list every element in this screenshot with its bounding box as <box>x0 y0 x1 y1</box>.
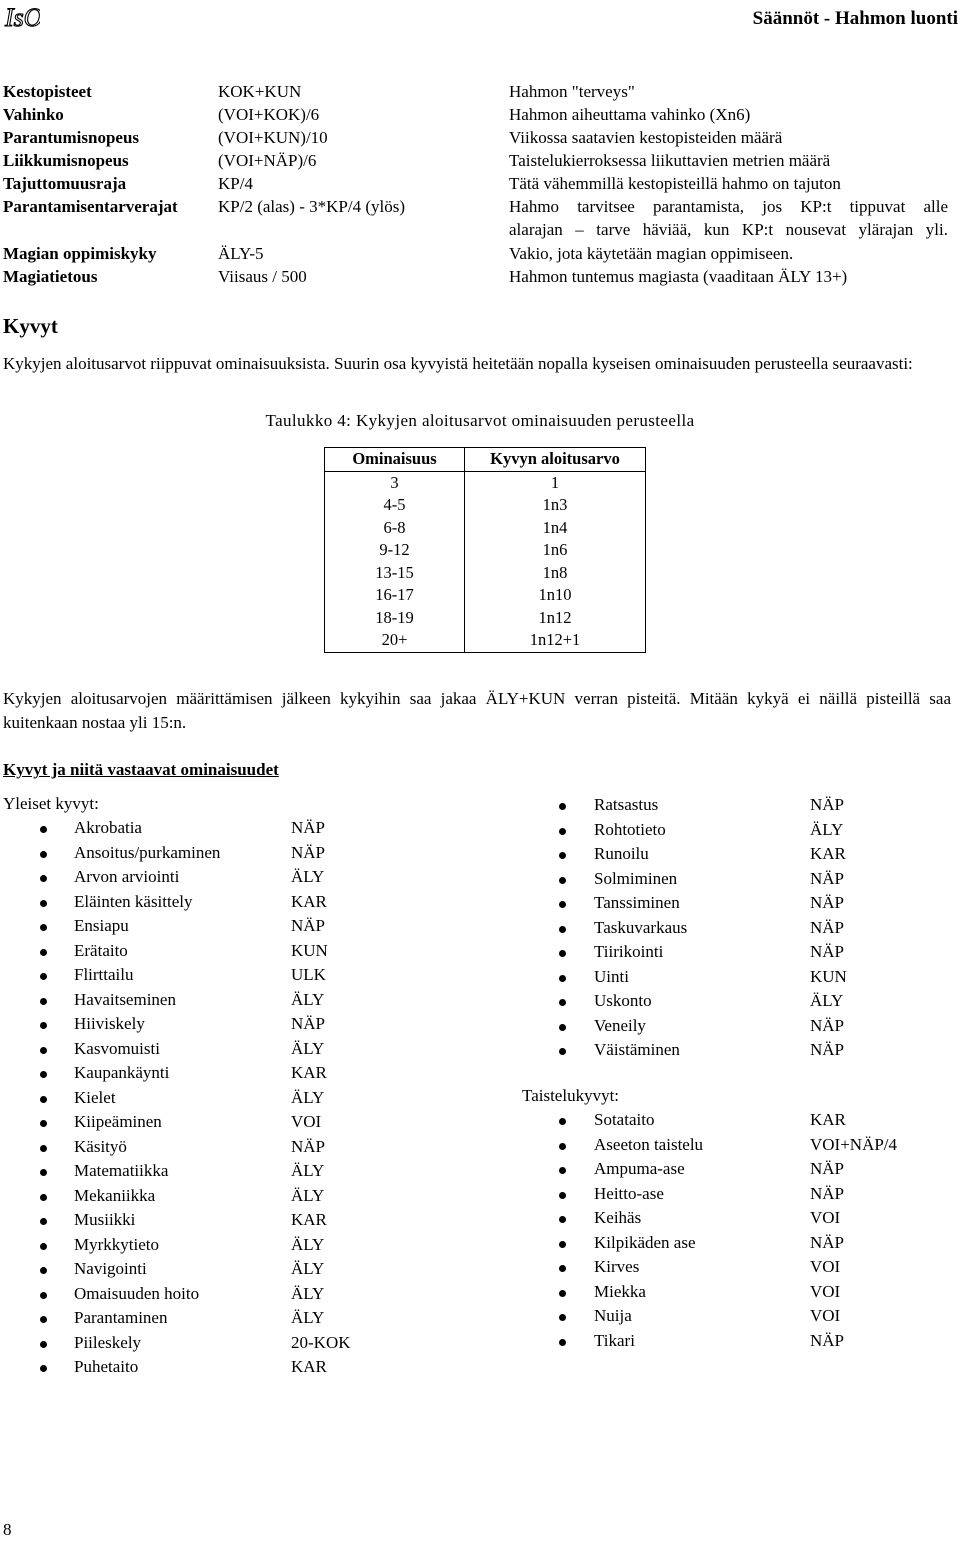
kyvyt-intro-text: Kykyjen aloitusarvot riippuvat ominaisuuksista. Suurin osa kyvyistä heitetään nopalla kyseisen ominaisuuden perusteella seuraavasti: <box>3 354 913 373</box>
skill-name: Akrobatia <box>74 818 142 837</box>
stat-name: Magian oppimiskyky <box>3 244 157 263</box>
bullet-icon <box>559 926 566 933</box>
bullet-icon <box>40 949 47 956</box>
skill-attribute: VOI <box>810 1281 841 1301</box>
skill-attribute: VOI <box>291 1112 322 1131</box>
stat-description-continuation: alarajan – tarve häviää, kun KP:t nousevat ylärajan yli. <box>509 220 948 239</box>
bullet-icon <box>559 1192 566 1199</box>
skill-name: Kiipeäminen <box>74 1112 162 1131</box>
bullet-icon <box>559 1167 566 1174</box>
skill-attribute: NÄP <box>810 917 845 937</box>
section-heading-kyvyt: Kyvyt <box>3 314 58 338</box>
skill-name: Hiiviskely <box>74 1014 145 1033</box>
cell-aloitusarvo: 1n8 <box>465 562 646 585</box>
stat-name: Vahinko <box>3 105 64 124</box>
svg-text:IsO: IsO <box>5 3 40 32</box>
bullet-icon <box>559 1024 566 1031</box>
skill-name: Matematiikka <box>74 1161 169 1180</box>
skill-name: Erätaito <box>74 940 128 960</box>
skill-attribute: ÄLY <box>291 1283 325 1303</box>
skill-name: Uskonto <box>594 991 652 1010</box>
stat-formula: KOK+KUN <box>218 82 302 101</box>
skill-attribute: NÄP <box>810 1159 845 1178</box>
skill-name: Tanssiminen <box>594 893 680 912</box>
bullet-icon <box>40 1365 47 1372</box>
cell-ominaisuus: 13-15 <box>325 562 465 585</box>
skill-name: Flirttailu <box>74 965 134 984</box>
skill-attribute: VOI <box>810 1257 841 1276</box>
stat-description: Hahmo tarvitsee parantamista, jos KP:t tippuvat alle <box>509 197 948 216</box>
stat-row <box>0 105 960 127</box>
skill-name: Mekaniikka <box>74 1185 156 1205</box>
bullet-icon <box>559 1265 566 1272</box>
skill-attribute: KAR <box>291 891 327 911</box>
bullet-icon <box>40 1243 47 1250</box>
skill-name: Ansoitus/purkaminen <box>74 842 221 862</box>
skill-attribute: ULK <box>291 965 326 984</box>
bullet-icon <box>559 1290 566 1297</box>
skill-name: Nuija <box>594 1306 632 1325</box>
stat-name: Tajuttomuusraja <box>3 174 127 193</box>
cell-aloitusarvo: 1n12 <box>465 607 646 630</box>
stat-description: Hahmon aiheuttama vahinko (Xn6) <box>509 105 751 124</box>
skill-name: Rohtotieto <box>594 819 666 839</box>
page-number: 8 <box>3 1520 12 1539</box>
stat-row <box>0 197 960 219</box>
bullet-icon <box>40 1022 47 1029</box>
stat-description: Hahmon tuntemus magiasta (vaaditaan ÄLY 13+) <box>509 267 848 286</box>
cell-ominaisuus: 3 <box>325 471 465 494</box>
bullet-icon <box>40 924 47 931</box>
skill-name: Eläinten käsittely <box>74 891 193 911</box>
skill-name: Puhetaito <box>74 1357 139 1376</box>
skill-name: Veneily <box>594 1015 646 1035</box>
skill-name: Heitto-ase <box>594 1183 664 1203</box>
skill-name: Kasvomuisti <box>74 1038 160 1058</box>
skill-name: Kirves <box>594 1257 640 1276</box>
stat-formula: Viisaus / 500 <box>218 267 307 286</box>
bullet-icon <box>559 901 566 908</box>
skill-name: Tikari <box>594 1330 635 1350</box>
bullet-icon <box>40 1145 47 1152</box>
skill-attribute: KUN <box>291 940 328 960</box>
stat-row-continuation <box>0 220 960 242</box>
bullet-icon <box>40 875 47 882</box>
stat-row <box>0 82 960 104</box>
skill-attribute: VOI <box>810 1306 841 1325</box>
stat-row <box>0 267 960 289</box>
column-header-ominaisuus: Ominaisuus <box>325 448 465 472</box>
table-row <box>325 562 646 585</box>
skill-attribute: ÄLY <box>291 1185 325 1205</box>
skill-attribute: KAR <box>291 1063 327 1082</box>
skill-attribute: ÄLY <box>810 819 844 839</box>
stat-formula: ÄLY-5 <box>218 244 264 263</box>
stat-formula: (VOI+KUN)/10 <box>218 128 328 147</box>
skill-name: Piileskely <box>74 1332 142 1352</box>
stat-name: Parantumisnopeus <box>3 128 140 147</box>
skill-name: Uinti <box>594 966 629 986</box>
bullet-icon <box>40 1316 47 1323</box>
skill-attribute: NÄP <box>291 1014 326 1033</box>
combat-skills-label: Taistelukyvyt: <box>522 1086 620 1105</box>
cell-ominaisuus: 20+ <box>325 629 465 652</box>
bullet-icon <box>559 1314 566 1321</box>
stat-name: Kestopisteet <box>3 82 92 101</box>
cell-ominaisuus: 9-12 <box>325 539 465 562</box>
skill-name: Aseeton taistelu <box>594 1134 704 1154</box>
table-row <box>325 517 646 540</box>
bullet-icon <box>559 828 566 835</box>
bullet-icon <box>40 998 47 1005</box>
skill-attribute: KAR <box>810 1110 846 1129</box>
bullet-icon <box>40 1218 47 1225</box>
skill-name: Tiirikointi <box>594 942 664 961</box>
skill-name: Kaupankäynti <box>74 1063 170 1082</box>
bullet-icon <box>40 1120 47 1127</box>
bullet-icon <box>559 1241 566 1248</box>
general-skills-label: Yleiset kyvyt: <box>3 794 99 813</box>
stat-name: Magiatietous <box>3 267 98 286</box>
cell-aloitusarvo: 1n3 <box>465 494 646 517</box>
points-distribution-text: Kykyjen aloitusarvojen määrittämisen jälkeen kykyihin saa jakaa ÄLY+KUN verran pisteitä. Mitään kykyä ei näillä pisteillä saa kuitenkaan nostaa yli 15:n. <box>3 689 951 732</box>
skill-attribute: VOI+NÄP/4 <box>810 1134 898 1154</box>
stat-description: Viikossa saatavien kestopisteiden määrä <box>509 128 783 147</box>
bullet-icon <box>559 950 566 957</box>
cell-aloitusarvo: 1n10 <box>465 584 646 607</box>
skill-name: Väistäminen <box>594 1040 680 1059</box>
skills-attributes-heading: Kyvyt ja niitä vastaavat ominaisuudet <box>3 760 279 779</box>
iso-logo-mark <box>4 2 40 32</box>
stat-formula: KP/4 <box>218 174 253 193</box>
skill-name: Kilpikäden ase <box>594 1232 696 1252</box>
cell-ominaisuus: 16-17 <box>325 584 465 607</box>
bullet-icon <box>40 900 47 907</box>
skill-attribute: ÄLY <box>291 1259 325 1278</box>
column-header-aloitusarvo: Kyvyn aloitusarvo <box>465 448 646 472</box>
skill-attribute: NÄP <box>810 1232 845 1252</box>
skill-attribute: NÄP <box>810 868 845 888</box>
skill-attribute: KAR <box>291 1210 327 1229</box>
skill-attribute: KUN <box>810 966 847 986</box>
cell-aloitusarvo: 1 <box>465 471 646 494</box>
skill-attribute: NÄP <box>810 942 845 961</box>
bullet-icon <box>40 1071 47 1078</box>
skill-name: Runoilu <box>594 844 649 863</box>
stat-row <box>0 151 960 173</box>
skill-attribute: ÄLY <box>291 1038 325 1058</box>
starting-values-table <box>324 447 646 653</box>
table-row <box>325 539 646 562</box>
bullet-icon <box>559 877 566 884</box>
stat-row <box>0 174 960 196</box>
bullet-icon <box>40 1096 47 1103</box>
skill-attribute: 20-KOK <box>291 1332 351 1352</box>
skill-attribute: ÄLY <box>291 1161 325 1180</box>
skill-attribute: ÄLY <box>291 989 325 1009</box>
skill-attribute: NÄP <box>810 893 845 912</box>
stat-description: Taistelukierroksessa liikuttavien metrien määrä <box>509 151 831 170</box>
bullet-icon <box>40 851 47 858</box>
skill-attribute: NÄP <box>810 1015 845 1035</box>
table-row <box>325 584 646 607</box>
skill-name: Omaisuuden hoito <box>74 1283 200 1303</box>
table-row <box>325 471 646 494</box>
bullet-icon <box>40 1194 47 1201</box>
skill-attribute: NÄP <box>291 842 326 862</box>
skill-name: Keihäs <box>594 1208 642 1227</box>
cell-ominaisuus: 6-8 <box>325 517 465 540</box>
skill-attribute: KAR <box>291 1357 327 1376</box>
skill-name: Arvon arviointi <box>74 867 180 886</box>
table-row <box>325 629 646 652</box>
stat-name: Liikkumisnopeus <box>3 151 129 170</box>
bullet-icon <box>40 1267 47 1274</box>
table-row <box>325 607 646 630</box>
skill-name: Myrkkytieto <box>74 1234 159 1254</box>
skill-attribute: ÄLY <box>291 1087 325 1107</box>
skill-attribute: ÄLY <box>291 867 325 886</box>
skill-name: Navigointi <box>74 1259 147 1278</box>
skill-attribute: ÄLY <box>810 991 844 1010</box>
skill-attribute: VOI <box>810 1208 841 1227</box>
bullet-icon <box>40 1169 47 1176</box>
skill-attribute: NÄP <box>810 1040 845 1059</box>
stat-formula: KP/2 (alas) - 3*KP/4 (ylös) <box>218 197 405 216</box>
bullet-icon <box>559 1143 566 1150</box>
page-title: Säännöt - Hahmon luonti <box>752 8 958 29</box>
table-header-row <box>325 448 646 472</box>
bullet-icon <box>559 1048 566 1055</box>
bullet-icon <box>40 1292 47 1299</box>
stat-description: Hahmon "terveys" <box>509 82 635 101</box>
cell-ominaisuus: 4-5 <box>325 494 465 517</box>
bullet-icon <box>559 975 566 982</box>
stat-formula: (VOI+KOK)/6 <box>218 105 320 124</box>
skill-name: Ratsastus <box>594 795 659 814</box>
cell-aloitusarvo: 1n6 <box>465 539 646 562</box>
skill-name: Kielet <box>74 1087 116 1107</box>
skill-name: Parantaminen <box>74 1308 168 1327</box>
bullet-icon <box>559 999 566 1006</box>
skill-name: Ampuma-ase <box>594 1159 685 1178</box>
skill-name: Musiikki <box>74 1210 136 1229</box>
skill-attribute: NÄP <box>291 1136 326 1156</box>
stat-description: Tätä vähemmillä kestopisteillä hahmo on tajuton <box>509 174 841 193</box>
bullet-icon <box>40 1047 47 1054</box>
bullet-icon <box>559 1216 566 1223</box>
stat-formula: (VOI+NÄP)/6 <box>218 151 317 170</box>
bullet-icon <box>40 826 47 833</box>
skill-name: Sotataito <box>594 1110 655 1129</box>
stat-row <box>0 244 960 266</box>
skill-name: Taskuvarkaus <box>594 917 688 937</box>
skill-attribute: KAR <box>810 844 846 863</box>
cell-ominaisuus: 18-19 <box>325 607 465 630</box>
iso-logo <box>4 2 40 32</box>
skill-attribute: NÄP <box>810 1330 845 1350</box>
skill-attribute: ÄLY <box>291 1308 325 1327</box>
cell-aloitusarvo: 1n4 <box>465 517 646 540</box>
skill-name: Käsityö <box>74 1136 127 1156</box>
bullet-icon <box>40 973 47 980</box>
skill-name: Ensiapu <box>74 916 129 935</box>
skill-attribute: NÄP <box>291 818 326 837</box>
bullet-icon <box>40 1341 47 1348</box>
stat-row <box>0 128 960 150</box>
bullet-icon <box>559 1339 566 1346</box>
stat-name: Parantamisentarverajat <box>3 197 178 216</box>
table-body <box>325 471 646 652</box>
bullet-icon <box>559 852 566 859</box>
skill-attribute: NÄP <box>810 795 845 814</box>
bullet-icon <box>559 1118 566 1125</box>
skill-attribute: NÄP <box>291 916 326 935</box>
skill-name: Havaitseminen <box>74 989 176 1009</box>
bullet-icon <box>559 803 566 810</box>
table-row <box>325 494 646 517</box>
stat-description: Vakio, jota käytetään magian oppimiseen. <box>509 244 794 263</box>
table-caption: Taulukko 4: Kykyjen aloitusarvot ominaisuuden perusteella <box>265 411 695 430</box>
skill-attribute: ÄLY <box>291 1234 325 1254</box>
skill-attribute: NÄP <box>810 1183 845 1203</box>
skill-name: Miekka <box>594 1281 646 1301</box>
skill-name: Solmiminen <box>594 868 678 888</box>
cell-aloitusarvo: 1n12+1 <box>465 629 646 652</box>
